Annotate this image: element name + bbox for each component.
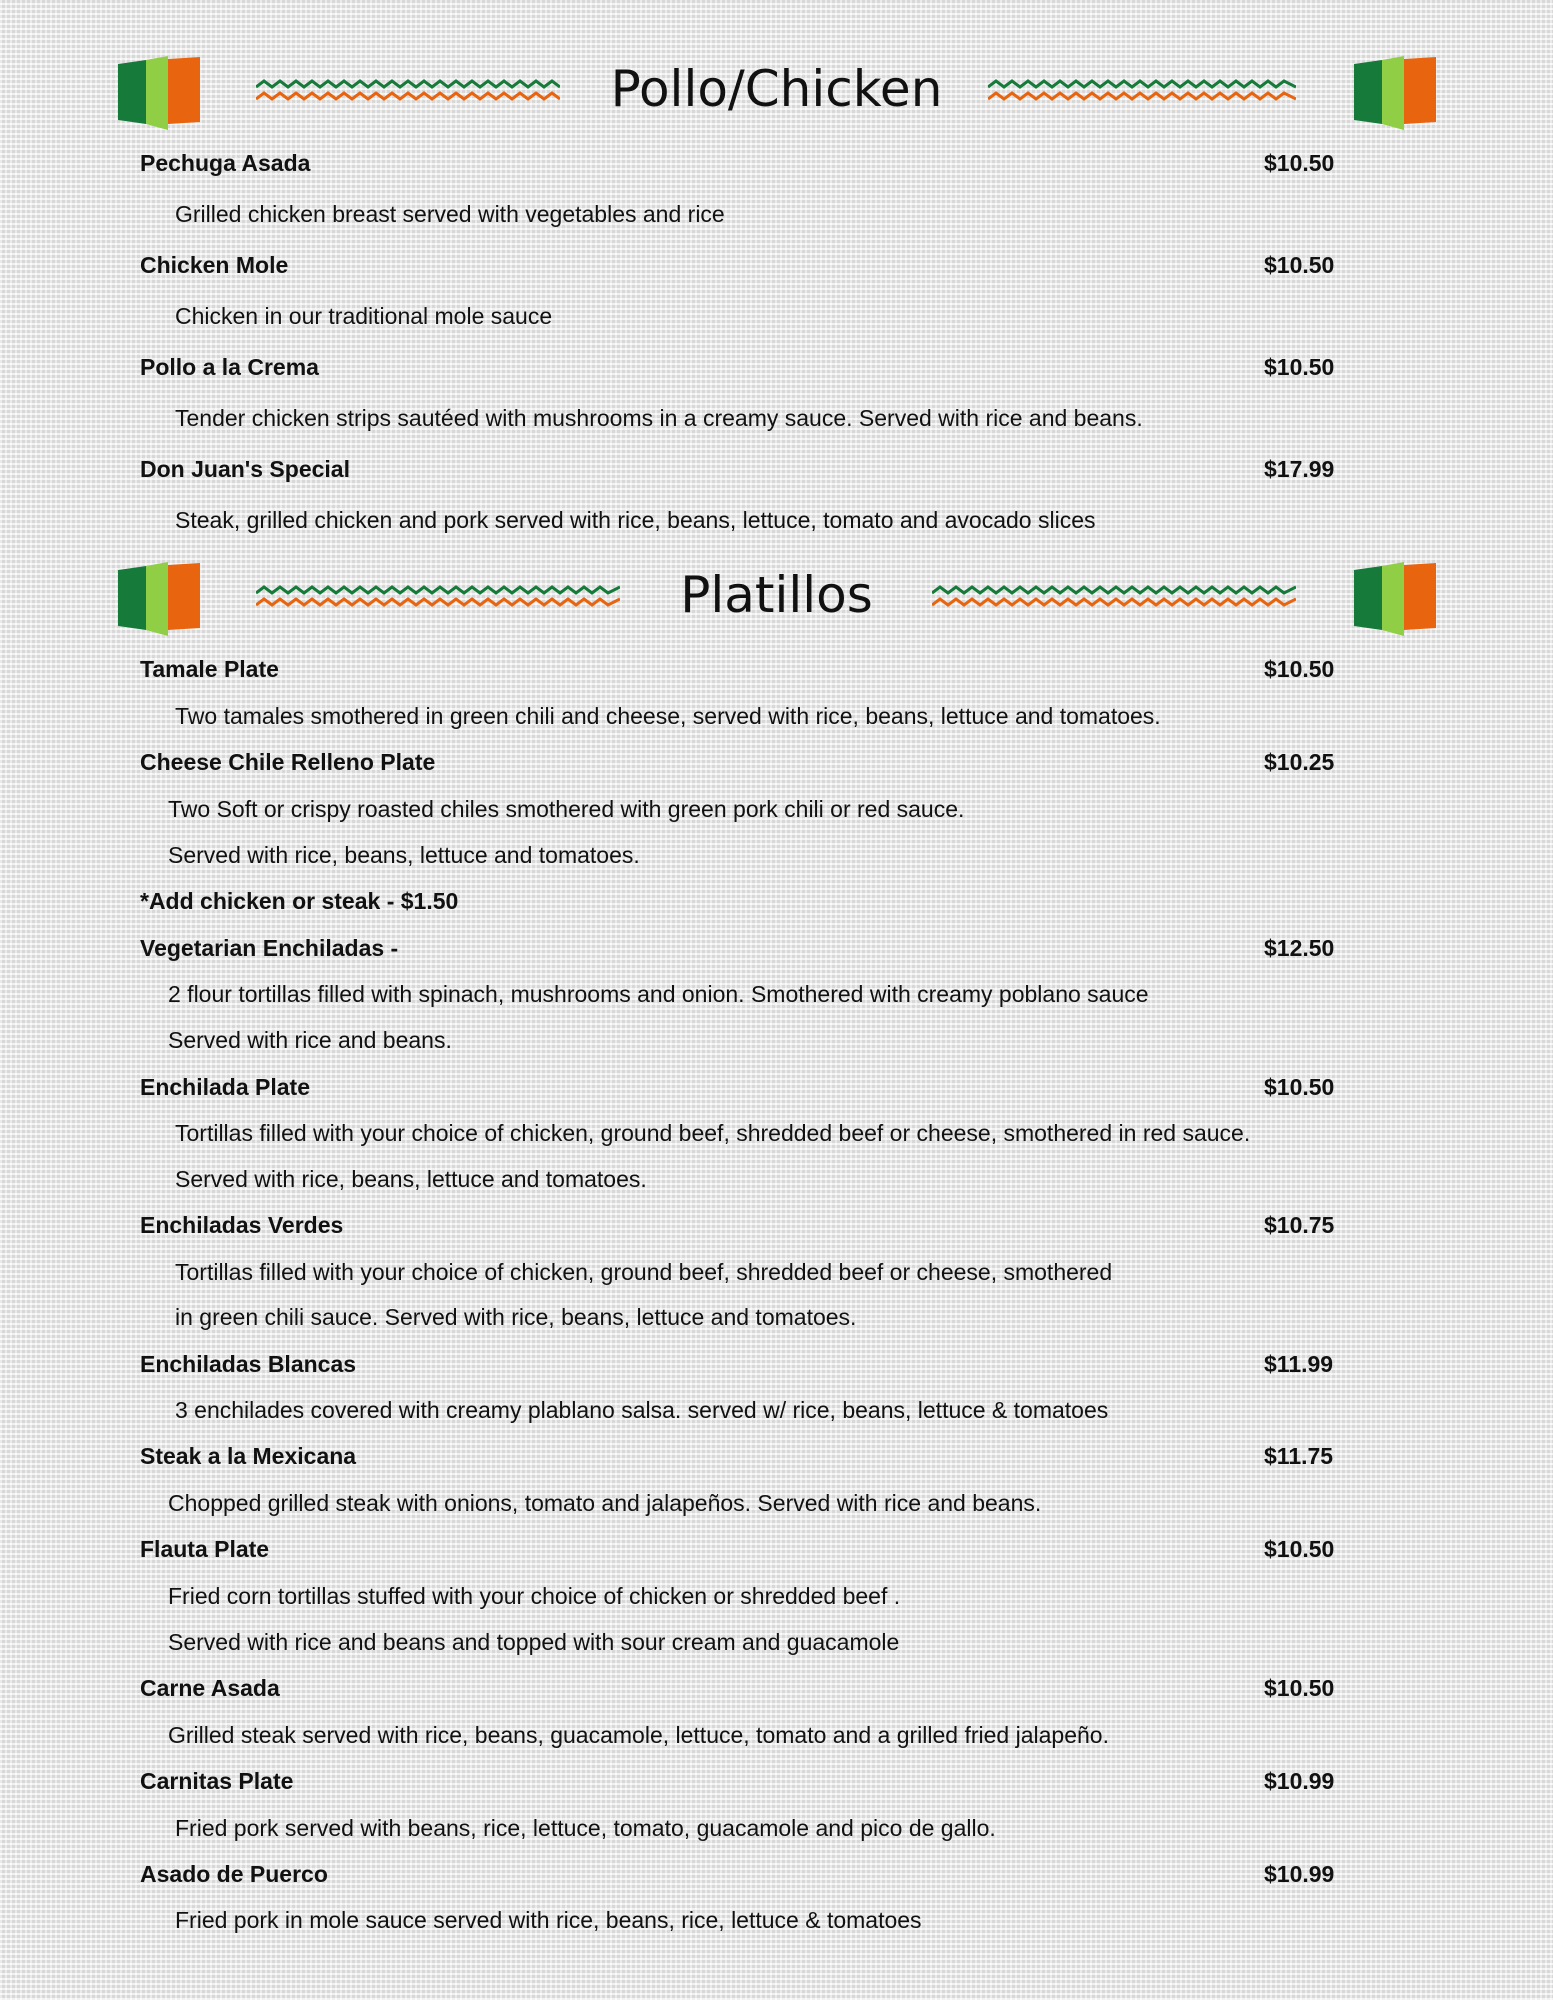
item-description: Served with rice and beans. <box>168 1027 452 1053</box>
zigzag-decoration <box>988 78 1296 108</box>
item-description: Two Soft or crispy roasted chiles smothered with green pork chili or red sauce. <box>168 796 965 822</box>
item-note: *Add chicken or steak - $1.50 <box>140 888 459 914</box>
item-price: $10.50 <box>1264 1675 1335 1701</box>
item-price: $11.75 <box>1264 1443 1334 1469</box>
item-price: $10.50 <box>1264 656 1335 682</box>
item-description: Served with rice, beans, lettuce and tomatoes. <box>168 842 640 868</box>
section-title: Pollo/Chicken <box>610 60 943 118</box>
item-price: $10.50 <box>1264 1536 1335 1562</box>
item-description: Chicken in our traditional mole sauce <box>175 303 553 329</box>
item-description: Tender chicken strips sautéed with mushrooms in a creamy sauce. Served with rice and beans. <box>175 405 1143 431</box>
section-header-platillos <box>0 546 1553 646</box>
item-name: Vegetarian Enchiladas - <box>140 935 399 961</box>
item-name: Pollo a la Crema <box>140 354 319 380</box>
flag-icon <box>1352 54 1436 130</box>
item-name: Enchilada Plate <box>140 1074 311 1100</box>
item-description: Served with rice, beans, lettuce and tomatoes. <box>175 1166 647 1192</box>
item-description: Fried pork in mole sauce served with rice, beans, rice, lettuce & tomatoes <box>175 1907 922 1933</box>
item-description: in green chili sauce. Served with rice, beans, lettuce and tomatoes. <box>175 1304 857 1330</box>
section-header-pollo <box>0 40 1553 140</box>
item-name: Asado de Puerco <box>140 1861 328 1887</box>
item-description: Fried pork served with beans, rice, lettuce, tomato, guacamole and pico de gallo. <box>175 1815 996 1841</box>
item-description: Grilled chicken breast served with vegetables and rice <box>175 201 725 227</box>
item-name: Don Juan's Special <box>140 456 350 482</box>
item-price: $10.99 <box>1264 1768 1335 1794</box>
item-price: $17.99 <box>1264 456 1335 482</box>
item-name: Pechuga Asada <box>140 150 311 176</box>
item-price: $10.25 <box>1264 749 1335 775</box>
item-name: Steak a la Mexicana <box>140 1443 357 1469</box>
zigzag-decoration <box>932 584 1296 614</box>
item-description: Tortillas filled with your choice of chicken, ground beef, shredded beef or cheese, smothered in red sauce. <box>175 1120 1251 1146</box>
item-description: Steak, grilled chicken and pork served with rice, beans, lettuce, tomato and avocado slices <box>175 507 1096 533</box>
item-price: $10.99 <box>1264 1861 1335 1887</box>
item-price: $11.99 <box>1264 1351 1334 1377</box>
item-price: $10.75 <box>1264 1212 1335 1238</box>
item-description: Chopped grilled steak with onions, tomato and jalapeños. Served with rice and beans. <box>168 1490 1042 1516</box>
section-title: Platillos <box>680 566 873 624</box>
item-name: Cheese Chile Relleno Plate <box>140 749 436 775</box>
item-price: $10.50 <box>1264 354 1335 380</box>
item-description: 3 enchilades covered with creamy plablano salsa. served w/ rice, beans, lettuce & tomatoes <box>175 1397 1109 1423</box>
item-name: Flauta Plate <box>140 1536 270 1562</box>
item-description: Two tamales smothered in green chili and cheese, served with rice, beans, lettuce and tomatoes. <box>175 703 1161 729</box>
item-description: Served with rice and beans and topped with sour cream and guacamole <box>168 1629 900 1655</box>
item-name: Enchiladas Verdes <box>140 1212 344 1238</box>
flag-icon <box>1352 560 1436 636</box>
item-name: Tamale Plate <box>140 656 279 682</box>
item-description: Grilled steak served with rice, beans, guacamole, lettuce, tomato and a grilled fried jalapeño. <box>168 1722 1109 1748</box>
item-description: 2 flour tortillas filled with spinach, mushrooms and onion. Smothered with creamy poblano sauce <box>168 981 1149 1007</box>
item-name: Carnitas Plate <box>140 1768 294 1794</box>
item-name: Chicken Mole <box>140 252 289 278</box>
item-price: $10.50 <box>1264 252 1335 278</box>
item-price: $10.50 <box>1264 150 1335 176</box>
item-description: Fried corn tortillas stuffed with your choice of chicken or shredded beef . <box>168 1583 901 1609</box>
item-price: $12.50 <box>1264 935 1335 961</box>
item-description: Tortillas filled with your choice of chicken, ground beef, shredded beef or cheese, smothered <box>175 1259 1113 1285</box>
item-name: Carne Asada <box>140 1675 280 1701</box>
item-price: $10.50 <box>1264 1074 1335 1100</box>
item-name: Enchiladas Blancas <box>140 1351 357 1377</box>
